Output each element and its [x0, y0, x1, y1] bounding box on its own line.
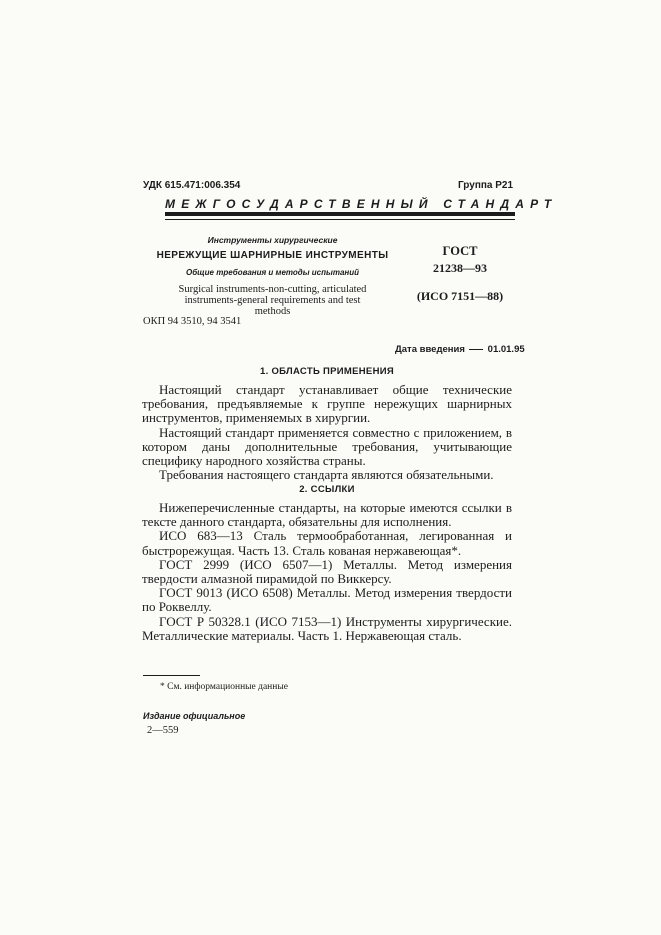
section-1-heading: 1. ОБЛАСТЬ ПРИМЕНЕНИЯ: [260, 366, 394, 377]
section-2-heading: 2. ССЫЛКИ: [299, 484, 355, 495]
section-2-reference-iso-683: ИСО 683—13 Сталь термообработанная, легированная и быстрорежущая. Часть 13. Сталь кованая нержавеющая*.: [142, 528, 512, 558]
footnote-divider: [143, 675, 200, 676]
gost-label: ГОСТ: [442, 244, 478, 258]
intro-date-label: Дата введения: [395, 344, 465, 355]
title-english-line-3: methods: [254, 306, 291, 317]
title-english-line-1: Surgical instruments-non-cutting, articulated: [178, 284, 367, 295]
title-main: НЕРЕЖУЩИЕ ШАРНИРНЫЕ ИНСТРУМЕНТЫ: [156, 250, 389, 261]
intro-date-dash: [469, 349, 483, 350]
official-edition: Издание официальное: [143, 711, 246, 721]
iso-reference: (ИСО 7151—88): [416, 289, 504, 303]
section-2-body: [142, 501, 512, 643]
section-2-reference-gost-2999: ГОСТ 2999 (ИСО 6507—1) Металлы. Метод измерения твердости алмазной пирамидой по Виккерсу.: [142, 556, 512, 587]
title-category: Инструменты хирургические: [207, 235, 338, 245]
title-english-line-2: instruments-general requirements and test: [184, 295, 361, 306]
page-code: 2—559: [147, 725, 179, 736]
title-sub: Общие требования и методы испытаний: [185, 268, 360, 277]
gost-number: 21238—93: [433, 261, 487, 275]
okp-code: ОКП 94 3510, 94 3541: [143, 316, 242, 327]
intro-date-value: 01.01.95: [487, 344, 525, 355]
section-2-reference-gost-9013: ГОСТ 9013 (ИСО 6508) Металлы. Метод измерения твердости по Роквеллу.: [142, 585, 512, 615]
udk-code: УДК 615.471:006.354: [143, 180, 241, 191]
section-1-paragraph-2: Настоящий стандарт применяется совместно с приложением, в котором даны дополнительные требования, учитывающие специфику народного хозяйства страны.: [142, 424, 512, 469]
interstate-standard-banner: МЕЖГОСУДАРСТВЕННЫЙ СТАНДАРТ: [165, 197, 558, 211]
section-1-paragraph-1: Настоящий стандарт устанавливает общие технические требования, предъявляемые к группе нережущих шарнирных инструментов, применяемых в хирургии.: [142, 382, 512, 426]
group-code: Группа Р21: [458, 180, 514, 191]
title-english: [150, 284, 395, 317]
section-1-body: [142, 383, 512, 482]
section-2-paragraph-1: Нижеперечисленные стандарты, на которые имеются ссылки в тексте данного стандарта, обязательны для исполнения.: [142, 500, 512, 530]
section-1-paragraph-3: Требования настоящего стандарта являются обязательными.: [159, 467, 494, 483]
banner-rule-thin: [165, 219, 515, 220]
section-2-reference-gost-r-50328: ГОСТ Р 50328.1 (ИСО 7153—1) Инструменты хирургические. Металлические материалы. Часть 1. Нержавеющая сталь.: [142, 613, 512, 643]
footnote: * См. информационные данные: [160, 682, 288, 692]
banner-rule-thick: [165, 212, 515, 216]
intro-date: [395, 344, 525, 355]
